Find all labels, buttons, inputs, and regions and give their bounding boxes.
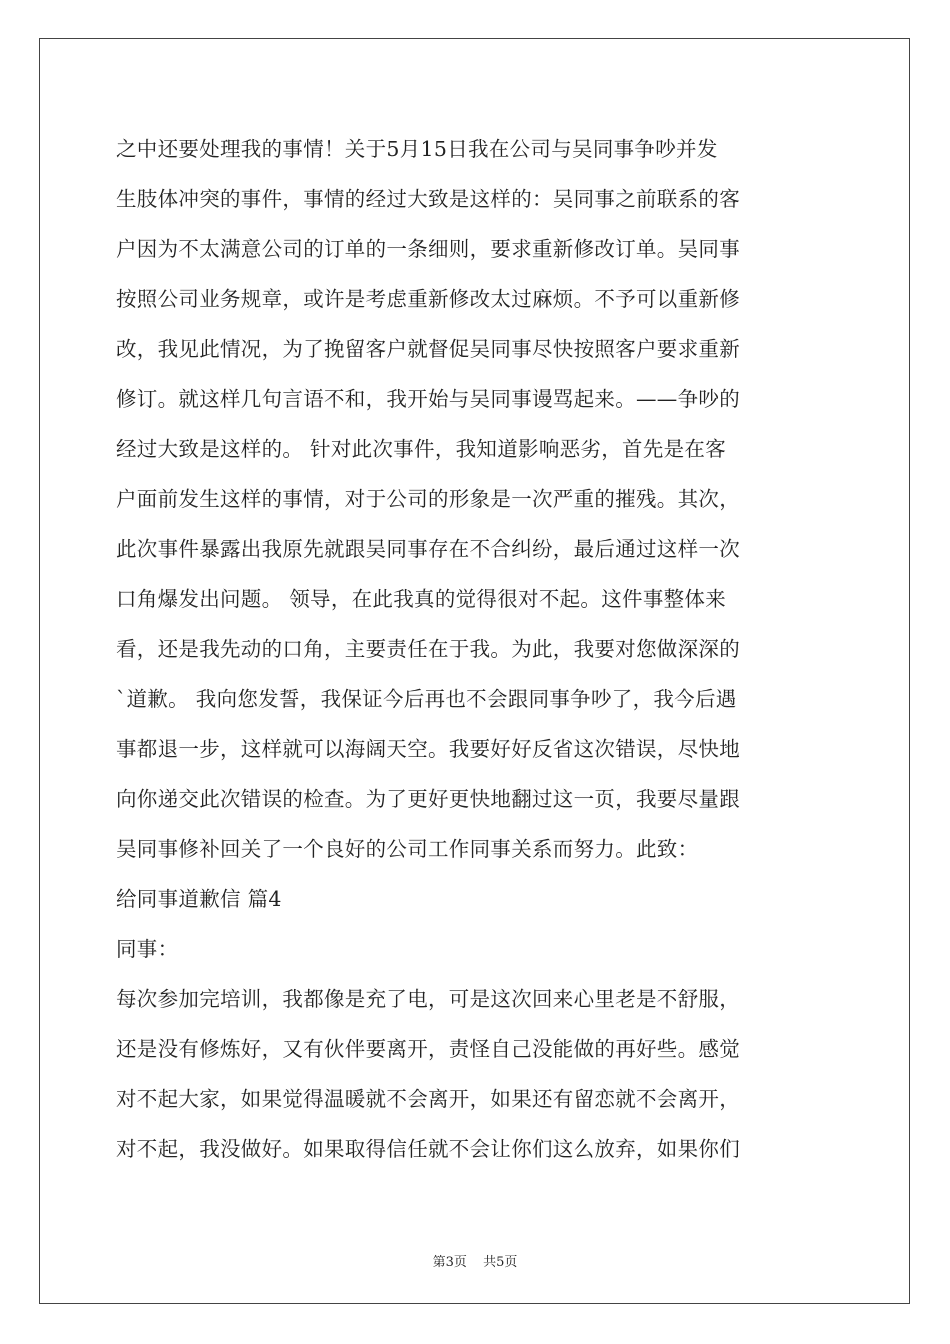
- text-line: 还是没有修炼好，又有伙伴要离开，责怪自己没能做的再好些。感觉: [116, 1037, 740, 1061]
- page-footer: [0, 1251, 950, 1270]
- text-line: 生肢体冲突的事件，事情的经过大致是这样的：吴同事之前联系的客: [116, 187, 740, 211]
- page-number-total: 共5页: [483, 1255, 518, 1270]
- text-line: 对不起，我没做好。如果取得信任就不会让你们这么放弃，如果你们: [116, 1137, 740, 1161]
- text-line: `道歉。 我向您发誓，我保证今后再也不会跟同事争吵了，我今后遇: [116, 687, 737, 711]
- salutation: 同事：: [116, 937, 179, 961]
- section-heading: 给同事道歉信 篇4: [116, 887, 282, 911]
- text-line: 事都退一步，这样就可以海阔天空。我要好好反省这次错误，尽快地: [116, 737, 740, 761]
- text-line: 户面前发生这样的事情，对于公司的形象是一次严重的摧残。其次，: [116, 487, 740, 511]
- page-number-current: 第3页: [432, 1255, 467, 1270]
- text-line: 看，还是我先动的口角，主要责任在于我。为此，我要对您做深深的: [116, 637, 740, 661]
- text-line: 经过大致是这样的。 针对此次事件，我知道影响恶劣，首先是在客: [116, 437, 727, 461]
- text-line: 修订。就这样几句言语不和，我开始与吴同事谩骂起来。——争吵的: [116, 387, 740, 411]
- text-line: 按照公司业务规章，或许是考虑重新修改太过麻烦。不予可以重新修: [116, 287, 740, 311]
- text-line: 向你递交此次错误的检查。为了更好更快地翻过这一页，我要尽量跟: [116, 787, 740, 811]
- text-line: 吴同事修补回关了一个良好的公司工作同事关系而努力。此致：: [116, 837, 699, 861]
- document-body: [116, 124, 840, 1174]
- text-line: 口角爆发出问题。 领导，在此我真的觉得很对不起。这件事整体来: [116, 587, 727, 611]
- text-line: 之中还要处理我的事情！关于5月15日我在公司与吴同事争吵并发: [116, 137, 718, 161]
- text-line: 户因为不太满意公司的订单的一条细则，要求重新修改订单。吴同事: [116, 237, 740, 261]
- text-line: 每次参加完培训，我都像是充了电，可是这次回来心里老是不舒服，: [116, 987, 740, 1011]
- text-line: 改，我见此情况，为了挽留客户就督促吴同事尽快按照客户要求重新: [116, 337, 740, 361]
- text-line: 对不起大家，如果觉得温暖就不会离开，如果还有留恋就不会离开，: [116, 1087, 740, 1111]
- text-line: 此次事件暴露出我原先就跟吴同事存在不合纠纷，最后通过这样一次: [116, 537, 740, 561]
